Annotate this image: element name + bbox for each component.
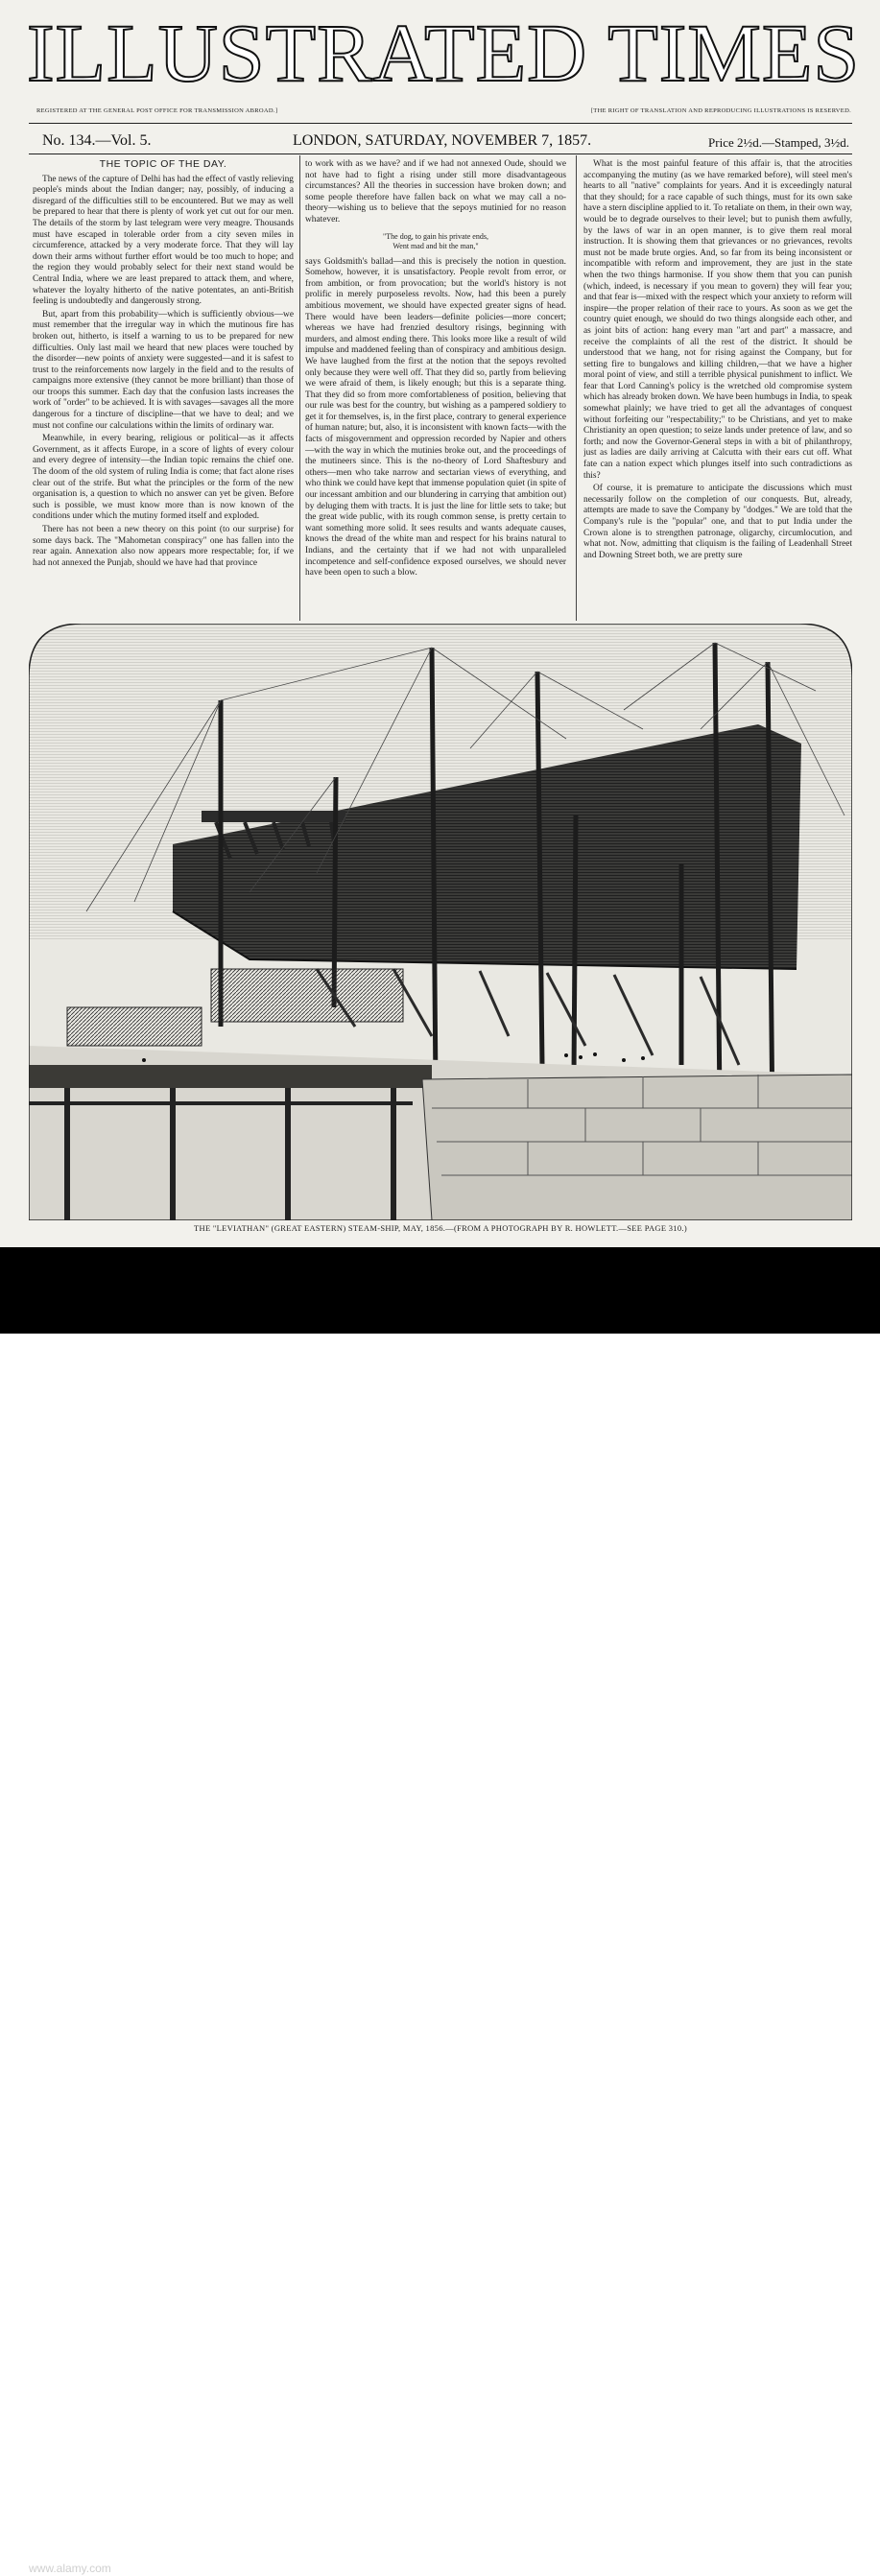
ballad-quote — [305, 232, 566, 251]
newspaper-page — [0, 0, 880, 1247]
article-column-1 — [33, 159, 294, 624]
stock-image-id: Image ID: TXJ329 — [750, 2562, 851, 2576]
article-paragraph: The news of the capture of Delhi has had the effect of vastly relieving people's minds about the Indian danger; nay, possibly, of inducing a disregard of the difficulties still to be encountered. But we may as well be prepared to hear that there is plenty of work yet cut out for our men. The details of the storm by last telegram were very meagre. Thousands must have escaped in tolerable order from a city seven miles in circumference, attacked by a very moderate force. That they will lay down their arms without further effort would be too much to hope; and the region they would probably select for their next stand would be Central India, where we are least prepared to attack them, and where, whatever the loyalty hitherto of the native potentates, an anti-British feeling is undoubtedly and dangerously strong. — [33, 174, 294, 307]
article-paragraph: Meanwhile, in every bearing, religious or political—as it affects Government, as it affects Europe, in a score of lights of every colour and every degree of intensity—the Indian topic remains the chief one. The doom of the old system of ruling India is come; that fact alone rises clear out of the strife. But what the principles or the form of the new organisation is, a question to which no answer can yet be given. Before such is possible, we must know more than is now known of the conditions under which the mutiny formed itself and exploded. — [33, 434, 294, 522]
watermark-url: www.alamy.com — [29, 2562, 111, 2575]
ballad-quote-line: Went mad and bit the man," — [392, 241, 479, 250]
article-column-2 — [305, 159, 566, 624]
column-divider — [299, 155, 300, 621]
illustration-caption: THE "LEVIATHAN" (GREAT EASTERN) STEAM-SHIP, MAY, 1856.—(FROM A PHOTOGRAPH BY R. HOWLETT.—SEE PAGE 310.) — [194, 1223, 687, 1233]
issue-price: Price 2½d.—Stamped, 3½d. — [708, 135, 849, 150]
article-paragraph: But, apart from this probability—which is sufficiently obvious—we must remember that the irregular way in which the mutinous fire has broken out, hitherto, is itself a warning to us to be prepared for new difficulties. Only last mail we heard that new places were touched by the disorder—new points of anxiety were suggested—and it is safest to trust to the reinforcements now largely in the field and to the results of campaigns more extensive (they cannot be more brilliant) than those of our troops this summer. Each day that the confusion lasts increases the work of "order" to be achieved. It is with savages—savages all the more dangerous for a tincture of discipline—that we have to deal; and we must not confine our calculations within the limits of ordinary war. — [33, 309, 294, 431]
article-paragraph: says Goldsmith's ballad—and this is precisely the notion in question. Somehow, however, it is unsatisfactory. People revolt from error, or from ambition, or from provocation; but the world's history is not prolific in merely purposeless revolts. Now, had this been a purely ambitious movement, we should have expected greater signs of head. There would have been leaders—definite policies—more concert; whereas we have had frenzied desultory risings, beginning with murders, and almost ending there. This looks more like a result of wild impulse and maddened feeling than of conspiracy and ambitious design. We have laughed from the first at the notion that the sepoys revolted only because they were well off. That they did so, partly from believing we were afraid of them, is likely enough; but this is a separate thing. That they did so from more comfortableness of position, believing that our rule was best for the country, but wishing as a pampered soldiery to get it for themselves, is, in the first place, contrary to general experience of human nature; but, also, it is inconsistent with known facts—with the facts of misgovernment and oppression recorded by Napier and others—with the way in which the mutinies broke out, and the proceedings of the mutineers since. This is the no-theory of Lord Shaftesbury and others—men who take narrow and sectarian views of everything, and who think we could have kept that immense population quiet (in spite of our incessant ambition and our blundering in carrying that ambition out) by deluging them with tracts. It is just the line for little sets to take; but the great wide public, with its rough common sense, is pretty certain to want something more solid. It sees results and wants adequate causes, knows the dread of the white man and respect for his brains natural to Indians, and the certainty that if we had not with unparalleled incompetence and self-confidence exposed ourselves, we should never have been open to such a blow. — [305, 256, 566, 579]
article-column-3 — [583, 159, 852, 624]
article-paragraph: Of course, it is premature to anticipate the discussions which must necessarily follow on the completion of our conquests. But, already, attempts are made to save the Company by "dodges." We are told that the Company's rule is the "popular" one, and that to put India under the Crown alone is to strengthen patronage, oligarchy, circumlocution, and what not. Now, admitting that cliquism is the failing of Leadenhall Street and Downing Street both, we are pretty sure — [583, 484, 852, 560]
alamy-logo: alamy — [29, 2514, 155, 2558]
rights-note: [THE RIGHT OF TRANSLATION AND REPRODUCING ILLUSTRATIONS IS RESERVED. — [590, 107, 851, 114]
column-divider — [576, 155, 577, 621]
issue-number: No. 134.—Vol. 5. — [42, 132, 152, 149]
ballad-quote-line: "The dog, to gain his private ends, — [383, 231, 488, 241]
leviathan-engraving — [29, 624, 852, 1220]
watermark-bar — [0, 1247, 880, 2576]
article-paragraph: There has not been a new theory on this point (to our surprise) for some days back. The "Mahometan conspiracy" one has fallen into the rear again. Annexation also now appears more respectable; for, if we had not annexed the Punjab, should we have had that province — [33, 525, 294, 568]
article-heading: THE TOPIC OF THE DAY. — [99, 159, 227, 170]
registration-note: REGISTERED AT THE GENERAL POST OFFICE FOR TRANSMISSION ABROAD.] — [36, 107, 278, 114]
masthead-title: ILLUSTRATED TIMES — [27, 7, 861, 99]
article-paragraph: What is the most painful feature of this affair is, that the atrocities accompanying the mutiny (as we have remarked before), will steel men's hearts to all "native" complaints for years. And it is exceedingly natural that they should; for a race capable of such things, must for its own sake have a stern discipline applied to it. To retaliate on them, in their own way, would be to degrade ourselves to their level; but to punish them awfully, by the laws of war in an open manner, is to give them real moral instruction. It is showing them that grievances or no grievances, revolts must not be made brute orgies. And, so far from its being inconsistent or incompatible with reform and improvement, they are just in the state when the two things harmonise. If you show them that you can punish (which, indeed, is necessary if you mean to govern) they will fear you; and that fear is—mixed with the respect which your anxiety to reform will inspire—the proper relation of their race to yours. As soon as we get the country quiet enough, we should do two things alongside each other, and as joint bits of action: hang every man "art and part" a massacre, and receive the complaints of all the rest of the district. It should be understood that we hang, not for rising against the Company, but for setting fire to bungalows and killing children,—that we have a higher moral point of view, and still a terrible physical punishment to inflict. We fear that Lord Canning's policy is the wretched old compromise system which has already broken down. We have been humbugs in India, to speak somewhat plainly; we have tried to get all the advantages of conquest without forfeiting our "respectability;" to be Christians, and yet to make Christianity an open question; to seize lands under pretence of law, and so forth; and now the Governor-General steps in with a bit of philanthropy, just as ladies are daily arriving at Calcutta with their ears cut off. What fate can a nation expect which plunges itself into such contradictions as this? — [583, 159, 852, 481]
masthead-rule-top — [29, 123, 852, 124]
article-paragraph: to work with as we have? and if we had not annexed Oude, should we not have had to fight a rising under still more disadvantageous circumstances? All the theories in succession have broken down; and some people therefore have fallen back on what we may call a no-theory—wishing us to believe that the sepoys mutinied for no reason whatever. — [305, 159, 566, 225]
issue-date: LONDON, SATURDAY, NOVEMBER 7, 1857. — [293, 132, 592, 149]
